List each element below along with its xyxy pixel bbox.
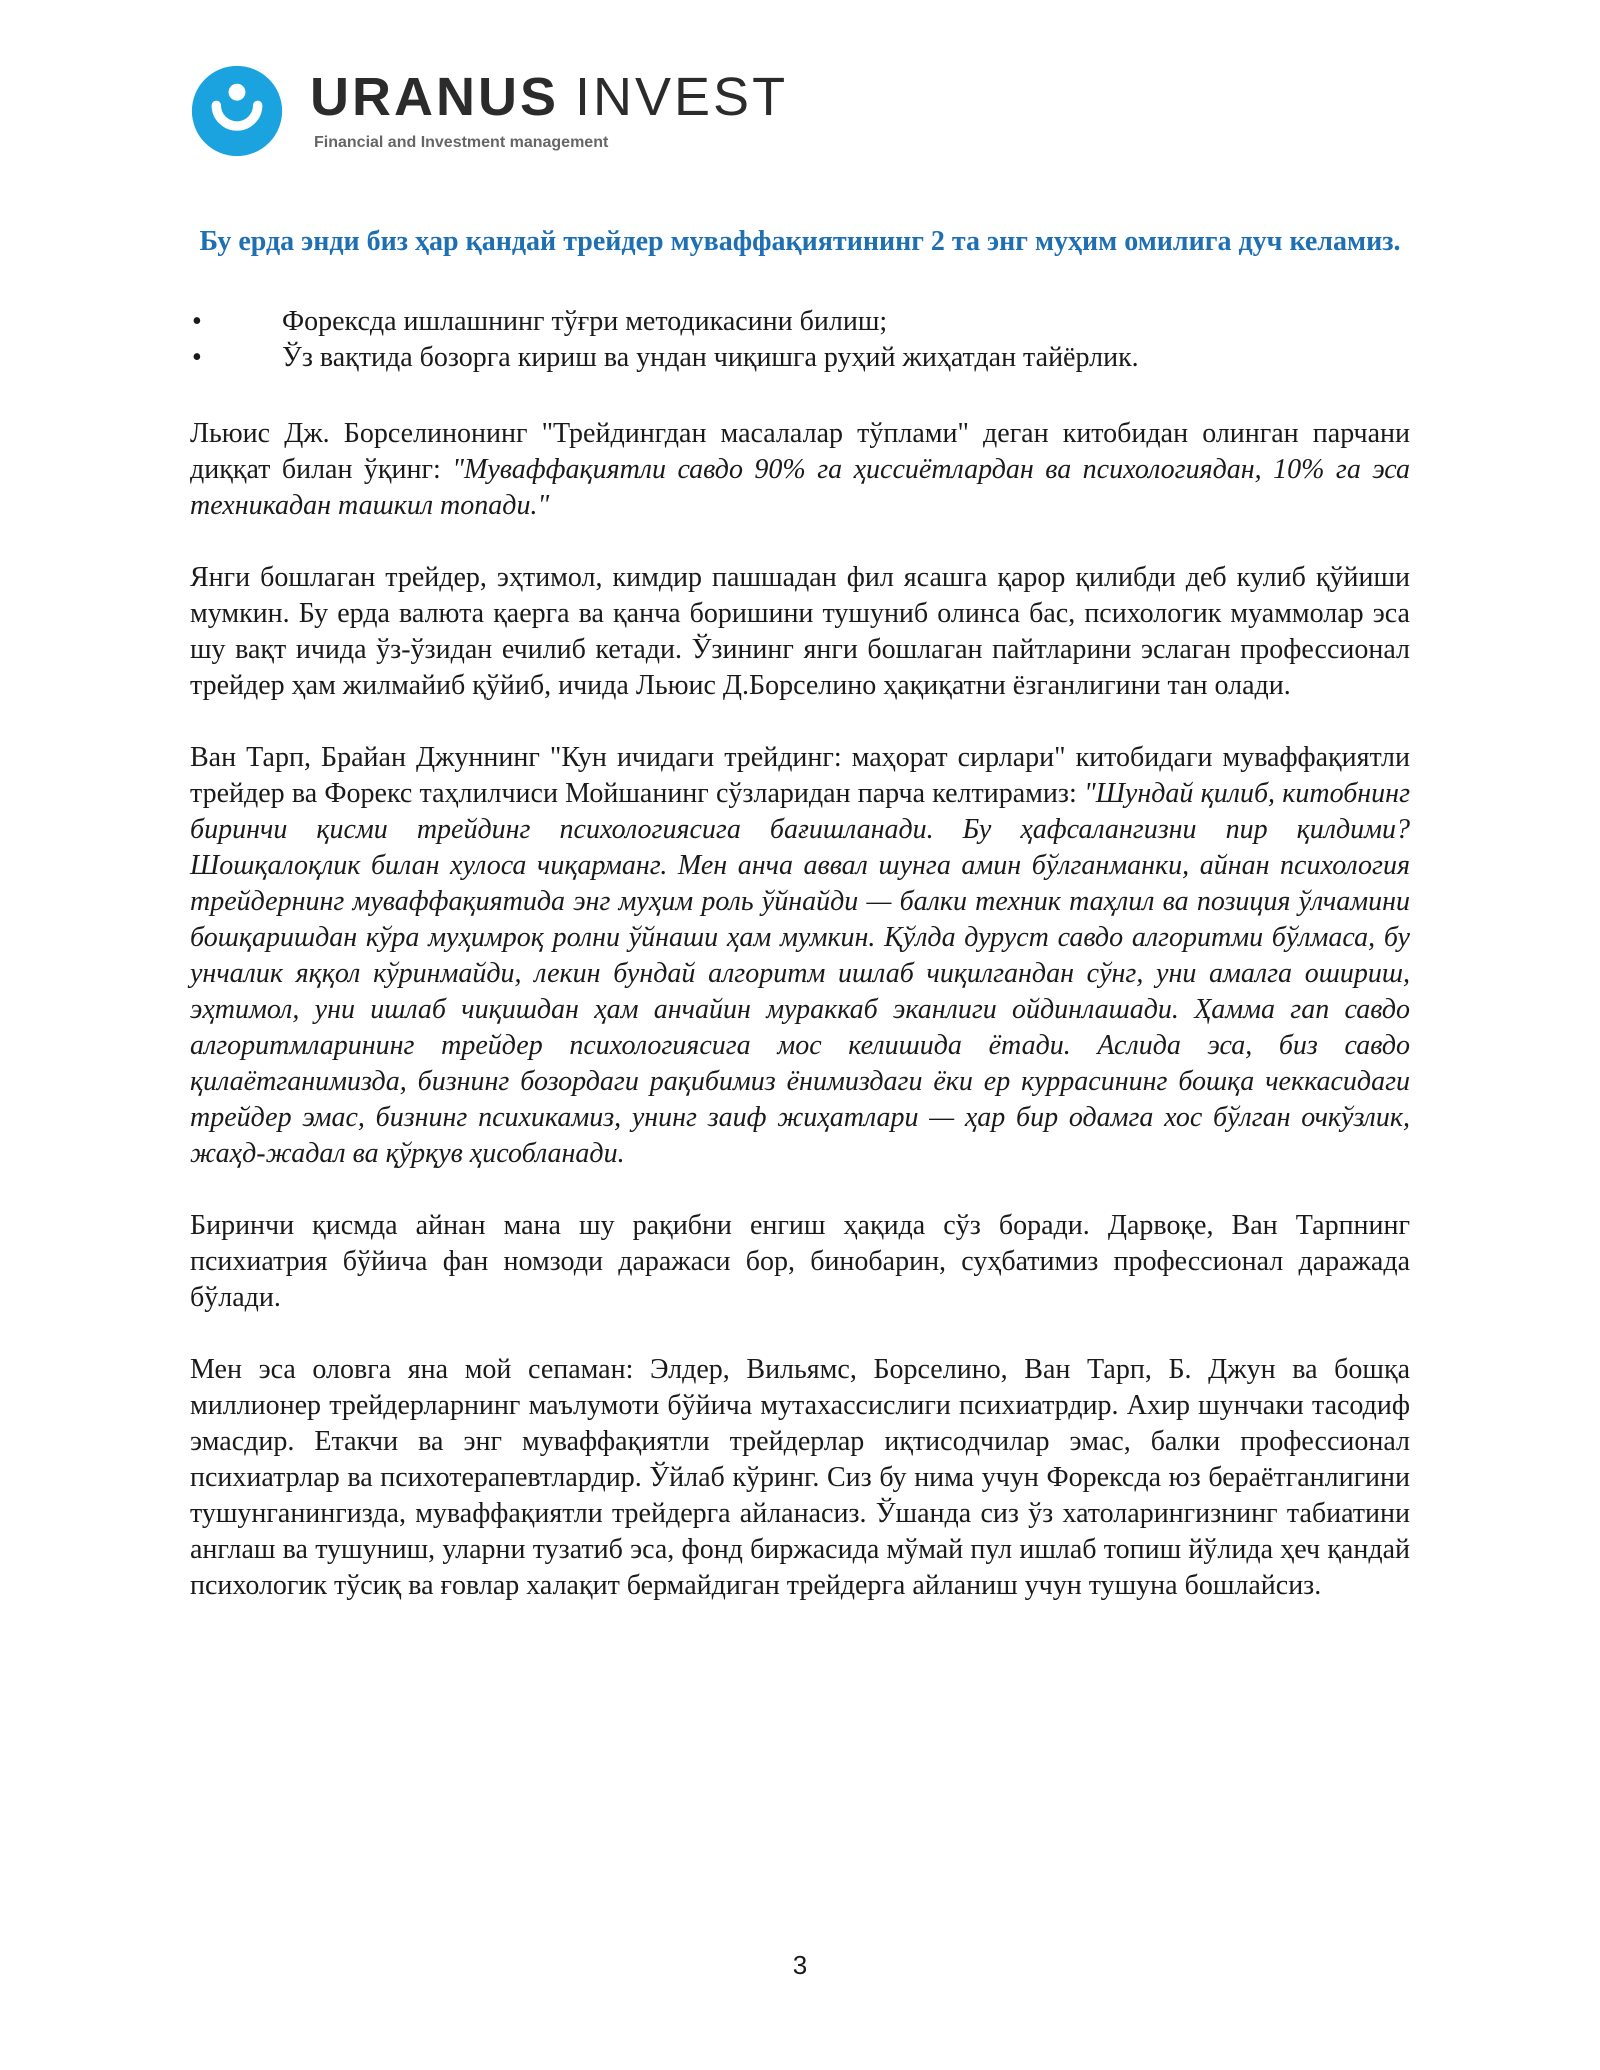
paragraph-borselino: [190, 416, 1410, 524]
bullet-icon: •: [192, 306, 202, 337]
brand-name-light: INVEST: [575, 67, 789, 127]
brand-tagline: Financial and Investment management: [314, 134, 609, 151]
bullet-text: Ўз вақтида бозорга кириш ва ундан чиқишга руҳий жиҳатдан тайёрлик.: [282, 342, 1139, 373]
brand-name: [310, 67, 789, 127]
bullet-list: [190, 304, 1410, 376]
list-item: [190, 304, 1410, 340]
bullet-icon: •: [192, 342, 202, 373]
list-item: [190, 340, 1410, 376]
moisha-quote: "Шундай қилиб, китобнинг биринчи қисми трейдинг психологиясига бағишланади. Бу ҳафсалангизни пир қилдими? Шошқалоқлик билан хулоса чиқарманг. Мен анча аввал шунга амин бўлганманки, айнан психология трейдернинг муваффақиятида энг муҳим роль ўйнайди — балки техник таҳлил ва позиция ўлчамини бошқаришдан кўра муҳимроқ ролни ўйнаши ҳам мумкин. Қўлда дуруст савдо алгоритми бўлмаса, бу унчалик яққол кўринмайди, лекин бундай алгоритм ишлаб чиқилгандан сўнг, уни амалга ошириш, эҳтимол, уни ишлаб чиқишдан ҳам анчайин мураккаб эканлиги ойдинлашади. Ҳамма гап савдо алгоритмларининг трейдер психологиясига мос келишида ётади. Аслида эса, биз савдо қилаётганимизда, бизнинг бозордаги рақибимиз ёнимиздаги ёки ер куррасининг бошқа чеккасидаги трейдер эмас, бизнинг психикамиз, унинг заиф жиҳатлари — ҳар бир одамга хос бўлган очкўзлик, жаҳд-жадал ва қўрқув ҳисобланади.: [190, 778, 1410, 1169]
uranus-invest-logo: [190, 62, 789, 172]
section-heading: Бу ерда энди биз ҳар қандай трейдер муваффақиятининг 2 та энг муҳим омилига дуч келамиз.: [199, 226, 1401, 257]
brand-name-bold: URANUS: [310, 67, 560, 127]
paragraph-first-part: Биринчи қисмда айнан мана шу рақибни енгиш ҳақида сўз боради. Дарвоқе, Ван Тарпнинг психиатрия бўйича фан номзоди даражаси бор, бинобарин, суҳбатимиз профессионал даражада бўлади.: [190, 1210, 1410, 1313]
borselino-quote: "Муваффақиятли савдо 90% га ҳиссиётлардан ва психологиядан, 10% га эса техникадан ташкил топади.": [190, 454, 1411, 521]
uranus-logo-icon: [190, 64, 284, 158]
document-body: [190, 224, 1410, 1640]
paragraph-van-tharp: [190, 740, 1410, 1172]
paragraph-psychiatrists: Мен эса оловга яна мой сепаман: Элдер, Вильямс, Борселино, Ван Тарп, Б. Джун ва бошқа миллионер трейдерларнинг маълумоти бўйича мутахассислиги психиатрдир. Ахир шунчаки тасодиф эмасдир. Етакчи ва энг муваффақиятли трейдерлар иқтисодчилар эмас, балки профессионал психиатрлар ва психотерапевтлардир. Ўйлаб кўринг. Сиз бу нима учун Форексда юз бераётганлигини тушунганингизда, муваффақиятли трейдерга айланасиз. Ўшанда сиз ўз хатоларингизнинг табиатини англаш ва тушуниш, уларни тузатиб эса, фонд биржасида мўмай пул ишлаб топиш йўлида ҳеч қандай психологик тўсиқ ва ғовлар халақит бермайдиган трейдерга айланиш учун тушуна бошлайсиз.: [190, 1354, 1410, 1601]
bullet-text: Форексда ишлашнинг тўғри методикасини билиш;: [282, 306, 888, 337]
paragraph-beginner-trader: Янги бошлаган трейдер, эҳтимол, кимдир пашшадан фил ясашга қарор қилибди деб кулиб қўйиши мумкин. Бу ерда валюта қаерга ва қанча боришини тушуниб олинса бас, психологик муаммолар эса шу вақт ичида ўз-ўзидан ечилиб кетади. Ўзининг янги бошлаган пайтларини эслаган профессионал трейдер ҳам жилмайиб қўйиб, ичида Льюис Д.Борселино ҳақиқатни ёзганлигини тан олади.: [190, 562, 1410, 701]
page-number: 3: [792, 1950, 808, 1980]
paragraph-text: Льюис Дж. Борселинонинг "Трейдингдан масалалар тўплами" деган китобидан олинган парчани диққат билан ўқинг:: [190, 418, 1410, 485]
paragraph-text: Ван Тарп, Брайан Джуннинг "Кун ичидаги трейдинг: маҳорат сирлари" китобидаги муваффақиятли трейдер ва Форекс таҳлилчиси Мойшанинг сўзларидан парча келтирамиз:: [190, 742, 1410, 809]
